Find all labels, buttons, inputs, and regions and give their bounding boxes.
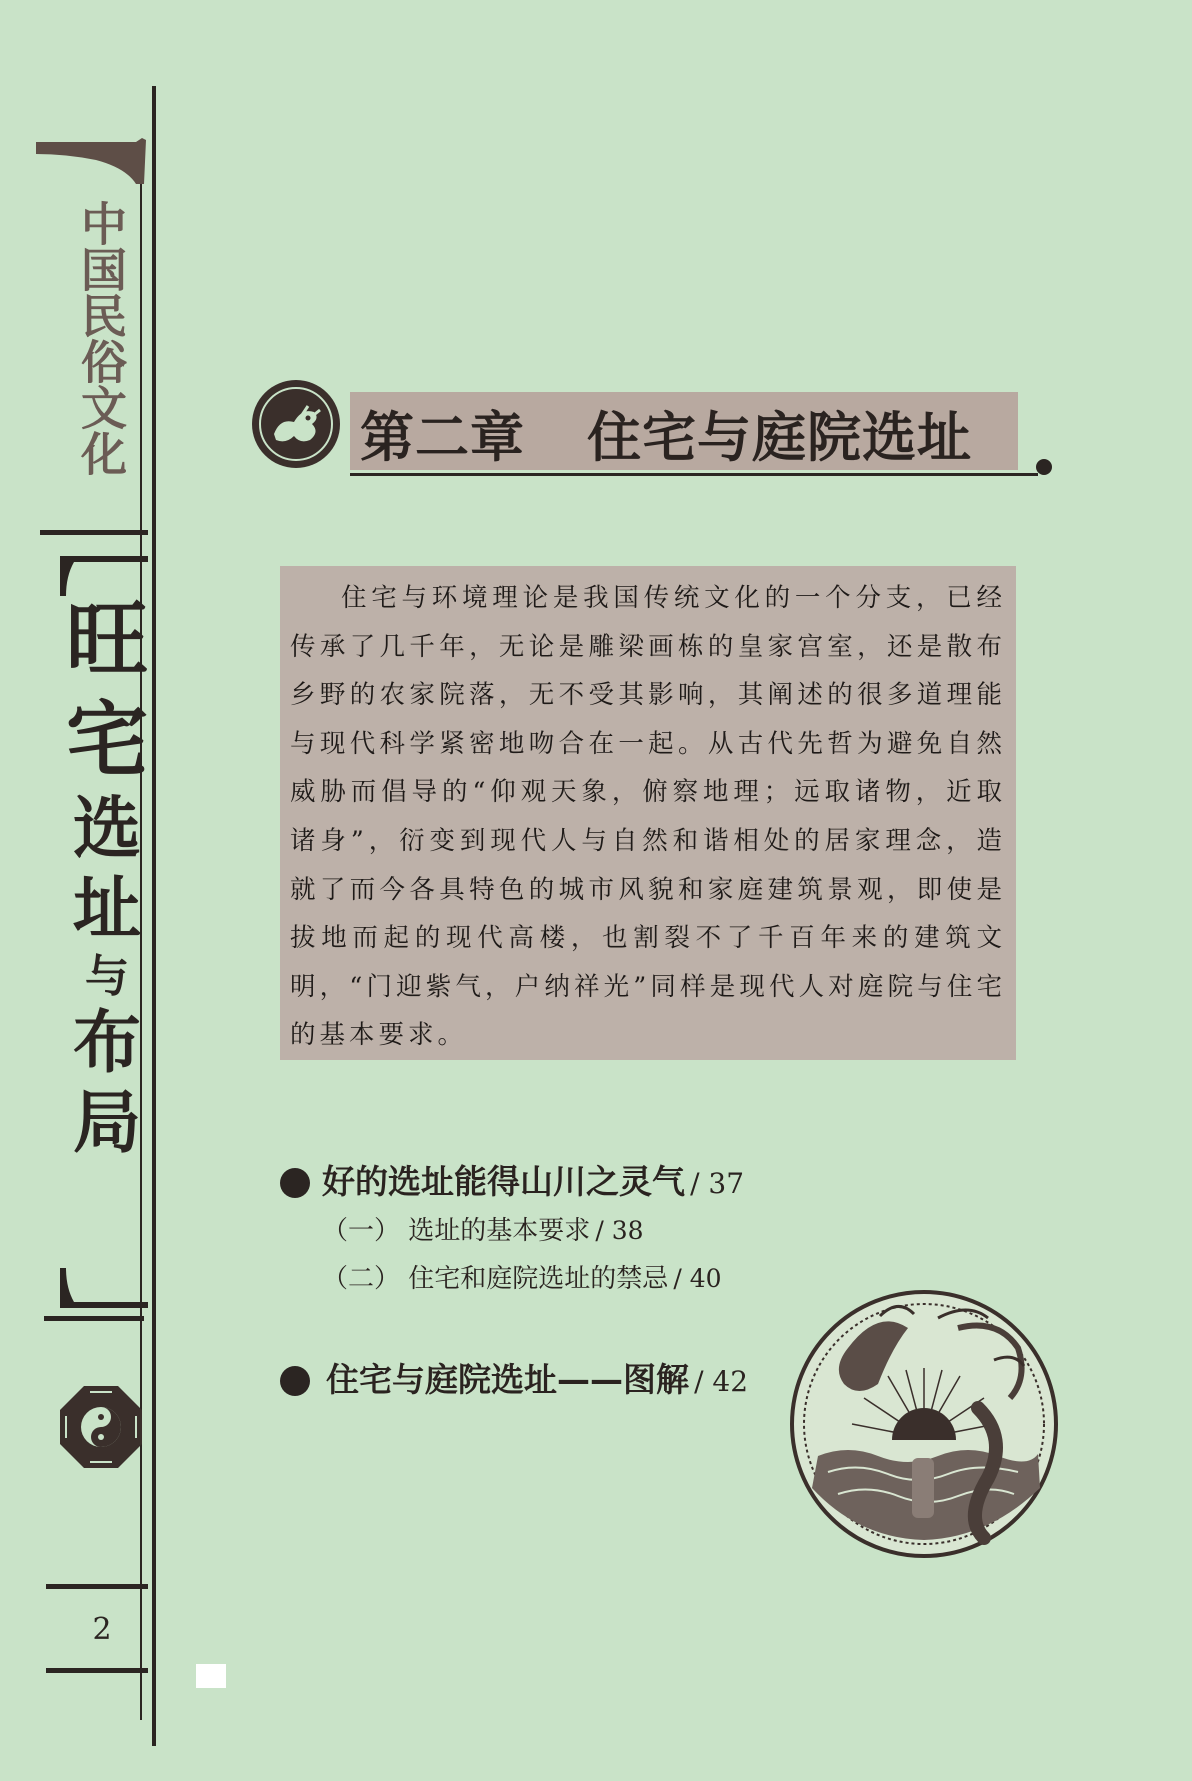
title-bracket-bottom xyxy=(56,1268,152,1308)
toc-subentry-page: / 40 xyxy=(673,1264,722,1293)
book-title xyxy=(62,590,152,1164)
toc-subentry[interactable] xyxy=(322,1210,644,1247)
book-title-char: 局 xyxy=(72,1084,141,1163)
phoenix-dragon-medallion-icon xyxy=(788,1288,1060,1560)
sidebar-divider xyxy=(40,530,148,535)
sidebar-rule xyxy=(152,86,156,1746)
book-title-connector: 与 xyxy=(85,951,129,1002)
book-title-char: 宅 xyxy=(65,692,148,788)
chapter-heading xyxy=(360,395,1020,472)
sidebar-divider xyxy=(46,1668,148,1673)
toc-subentry-page: / 38 xyxy=(595,1216,644,1245)
toc-entry[interactable] xyxy=(326,1354,748,1401)
sidebar-divider xyxy=(46,1584,148,1589)
book-title-char: 选 xyxy=(72,790,141,869)
series-title: 中国民俗文化 xyxy=(74,200,128,476)
chapter-underline xyxy=(350,473,1038,476)
toc-subentry-title: （二） 住宅和庭院选址的禁忌 xyxy=(322,1264,669,1294)
page-number: 2 xyxy=(92,1612,112,1647)
toc-entry-page: / 37 xyxy=(690,1167,745,1200)
chapter-title: 住宅与庭院选址 xyxy=(587,406,972,469)
toc-entry-page: / 42 xyxy=(694,1365,749,1398)
toc-bullet xyxy=(280,1168,310,1198)
chapter-rule-dot xyxy=(1036,459,1052,475)
chapter-label: 第二章 xyxy=(360,406,525,469)
bagua-icon xyxy=(58,1384,144,1470)
dragon-emblem-icon xyxy=(250,378,342,470)
roof-eave-icon xyxy=(36,138,146,184)
toc-bullet xyxy=(280,1366,310,1396)
toc-subentry[interactable] xyxy=(322,1258,722,1295)
toc-entry-title: 住宅与庭院选址——图解 xyxy=(326,1360,689,1399)
toc-subentry-title: （一） 选址的基本要求 xyxy=(322,1216,591,1246)
scan-artifact xyxy=(196,1664,226,1688)
sidebar-divider xyxy=(44,1316,144,1321)
book-title-char: 布 xyxy=(72,1004,141,1083)
intro-paragraph: 住宅与环境理论是我国传统文化的一个分支，已经传承了几千年，无论是雕梁画栋的皇家宫室，还是散布乡野的农家院落，无不受其影响，其阐述的很多道理能与现代科学紧密地吻合在一起。从古代先哲为避免自然威胁而倡导的“仰观天象，俯察地理；远取诸物，近取诸身”，衍变到现代人与自然和谐相处的居家理念，造就了而今各具特色的城市风貌和家庭建筑景观，即使是拔地而起的现代高楼，也割裂不了千百年来的建筑文明，“门迎紫气，户纳祥光”同样是现代人对庭院与住宅的基本要求。 xyxy=(290,583,1006,1051)
toc-entry[interactable] xyxy=(322,1156,744,1203)
book-title-char: 址 xyxy=(72,870,141,949)
book-title-char: 旺 xyxy=(65,592,148,688)
toc-entry-title: 好的选址能得山川之灵气 xyxy=(322,1162,685,1201)
